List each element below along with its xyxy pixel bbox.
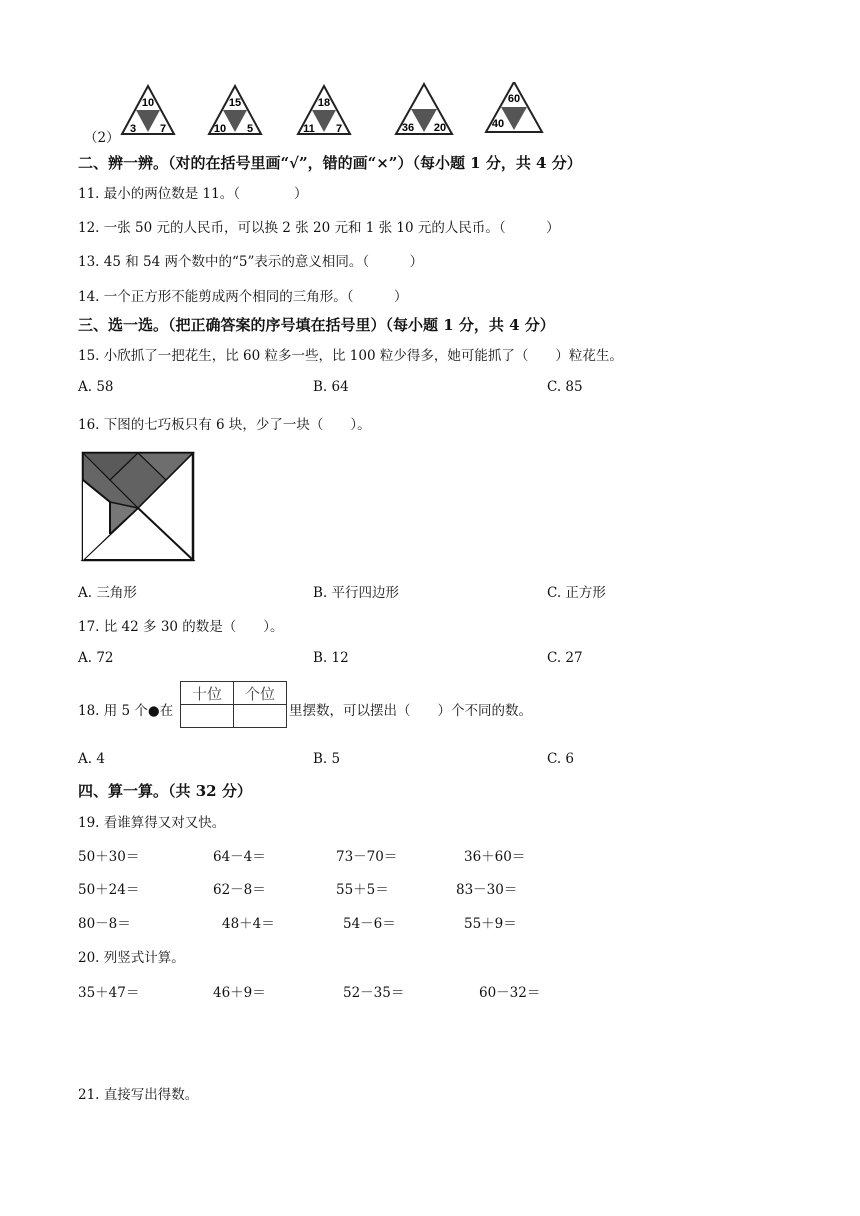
q15-option-b: B. 64 [313, 379, 349, 395]
q20-item-3: 52－35＝ [343, 985, 405, 1001]
q17-option-a: A. 72 [78, 650, 114, 666]
q17-option-b: B. 12 [313, 650, 349, 666]
q20-item-4: 60－32＝ [479, 985, 541, 1001]
triangle-1-left: 3 [129, 123, 137, 135]
triangle-1-right: 7 [159, 123, 167, 135]
tens-header: 十位 [181, 682, 234, 705]
triangle-2-top: 15 [228, 97, 242, 109]
triangle-4 [396, 84, 452, 134]
triangle-5-top: 60 [507, 93, 521, 105]
q16-option-a: A. 三角形 [78, 585, 137, 601]
q16-option-c: C. 正方形 [547, 585, 606, 601]
section2-heading: 二、辨一辨。（对的在括号里画“√”，错的画“×”）（每小题 1 分，共 4 分） [78, 154, 582, 172]
question-12: 12. 一张 50 元的人民币，可以换 2 张 20 元和 1 张 10 元的人民币。（ ） [78, 220, 560, 236]
q18-option-a: A. 4 [78, 751, 105, 767]
triangle-5-left: 40 [491, 118, 505, 130]
triangle-3 [298, 86, 350, 135]
number-triangles [110, 82, 570, 138]
tangram-figure [80, 450, 196, 564]
triangle-3-top: 18 [317, 97, 331, 109]
section4-heading: 四、算一算。（共 32 分） [78, 782, 252, 800]
question-19: 19. 看谁算得又对又快。 [78, 815, 226, 831]
q19-r3-c2: 48＋4＝ [222, 916, 275, 932]
triangle-2-left: 10 [213, 123, 227, 135]
ones-cell [234, 705, 287, 728]
question-20: 20. 列竖式计算。 [78, 950, 185, 966]
q19-r3-c4: 55＋9＝ [464, 916, 517, 932]
q19-r1-c1: 50＋30＝ [78, 849, 140, 865]
ones-header: 个位 [234, 682, 287, 705]
question-18-prefix: 18. 用 5 个●在 [78, 703, 174, 719]
q17-option-c: C. 27 [547, 650, 583, 666]
question-21: 21. 直接写出得数。 [78, 1087, 199, 1103]
q16-option-b: B. 平行四边形 [313, 585, 400, 601]
triangle-1-top: 10 [141, 97, 155, 109]
question-18-suffix: 里摆数，可以摆出（ ）个不同的数。 [289, 703, 532, 719]
q19-r1-c3: 73－70＝ [336, 849, 398, 865]
triangle-3-left: 11 [303, 123, 315, 135]
triangle-1 [122, 86, 174, 135]
question-15: 15. 小欣抓了一把花生，比 60 粒多一些，比 100 粒少得多，她可能抓了（ ）粒花生。 [78, 348, 623, 364]
question-13: 13. 45 和 54 两个数中的“5”表示的意义相同。（ ） [78, 254, 424, 270]
triangle-2 [209, 86, 261, 135]
q19-r2-c3: 55＋5＝ [336, 882, 389, 898]
q19-r2-c1: 50＋24＝ [78, 882, 140, 898]
q19-r2-c4: 83－30＝ [456, 882, 518, 898]
section3-heading: 三、选一选。（把正确答案的序号填在括号里）（每小题 1 分，共 4 分） [78, 316, 555, 334]
q19-r3-c1: 80－8＝ [78, 916, 131, 932]
triangle-4-left: 36 [401, 122, 415, 134]
triangle-2-right: 5 [246, 123, 254, 135]
q19-r2-c2: 62－8＝ [213, 882, 266, 898]
tens-cell [181, 705, 234, 728]
question-14: 14. 一个正方形不能剪成两个相同的三角形。（ ） [78, 289, 408, 305]
q20-item-2: 46＋9＝ [213, 985, 266, 1001]
triangle-3-right: 7 [335, 123, 343, 135]
q15-option-a: A. 58 [78, 379, 114, 395]
place-value-table [180, 681, 287, 728]
q19-r3-c3: 54－6＝ [343, 916, 396, 932]
question-11: 11. 最小的两位数是 11。（ ） [78, 186, 308, 202]
part2-label: （2） [84, 130, 120, 146]
triangle-5 [486, 82, 542, 132]
q15-option-c: C. 85 [547, 379, 583, 395]
triangle-4-right: 20 [433, 122, 447, 134]
q20-item-1: 35＋47＝ [78, 985, 140, 1001]
question-17: 17. 比 42 多 30 的数是（ ）。 [78, 619, 284, 635]
q19-r1-c2: 64－4＝ [213, 849, 266, 865]
question-16: 16. 下图的七巧板只有 6 块，少了一块（ ）。 [78, 417, 371, 433]
q18-option-b: B. 5 [313, 751, 341, 767]
q18-option-c: C. 6 [547, 751, 575, 767]
q19-r1-c4: 36＋60＝ [464, 849, 526, 865]
